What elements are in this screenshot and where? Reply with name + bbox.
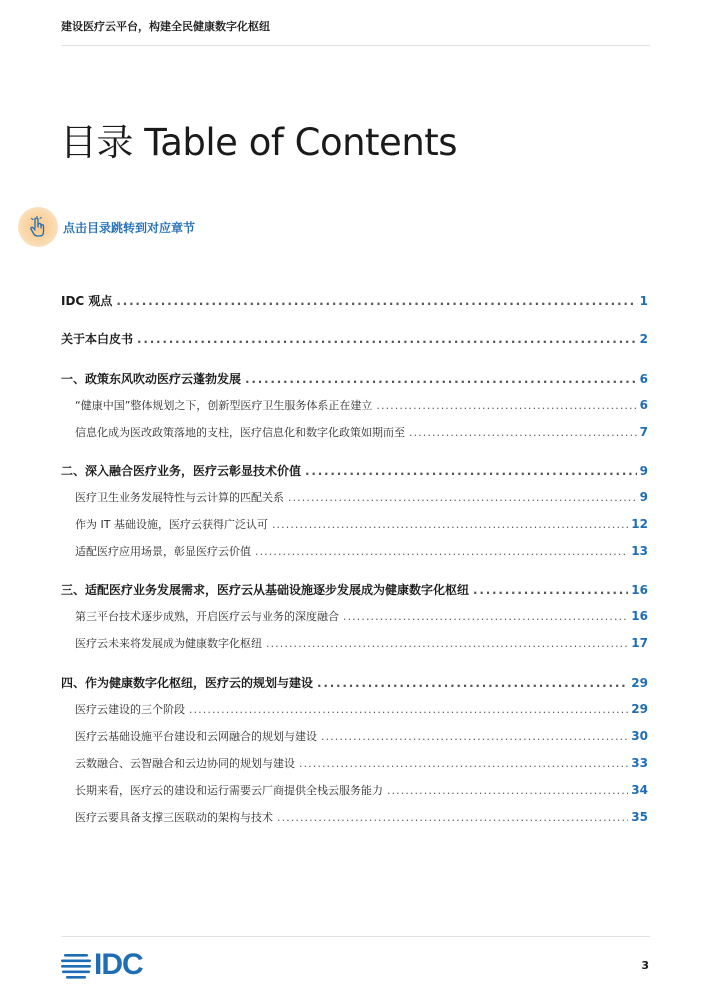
toc-entry-page: 2 <box>639 332 648 346</box>
toc-entry-page: 17 <box>631 636 648 650</box>
toc-entry-page: 29 <box>631 676 648 690</box>
toc-entry-page: 9 <box>639 490 648 504</box>
toc-entry-title: 信息化成为医改政策落地的支柱，医疗信息化和数字化政策如期而至 <box>75 426 405 439</box>
toc-entry-title: 云数融合、云智融合和云边协同的规划与建设 <box>75 757 295 770</box>
toc-entry-section[interactable] <box>61 516 648 532</box>
toc-entry-section[interactable] <box>61 489 648 505</box>
toc-entry-page: 13 <box>631 544 648 558</box>
toc-entry-page: 1 <box>639 294 648 308</box>
page-title: 目录 Table of Contents <box>60 121 458 164</box>
toc-entry-idc-viewpoint[interactable] <box>61 292 648 309</box>
toc-entry-section[interactable] <box>61 809 648 825</box>
hint-text: 点击目录跳转到对应章节 <box>63 220 196 235</box>
idc-globe-icon <box>61 950 91 980</box>
toc-entry-title: IDC 观点 <box>61 294 113 308</box>
toc-entry-section[interactable] <box>61 755 648 771</box>
toc-entry-title: 三、适配医疗业务发展需求，医疗云从基础设施逐步发展成为健康数字化枢纽 <box>61 583 470 597</box>
toc-entry-page: 30 <box>631 729 648 743</box>
toc-entry-title: 医疗云要具备支撑三医联动的架构与技术 <box>75 811 273 824</box>
toc-entry-title: 医疗云建设的三个阶段 <box>75 703 185 716</box>
toc-entry-page: 7 <box>639 425 648 439</box>
toc-entry-section[interactable] <box>61 701 648 717</box>
toc-entry-title: 长期来看，医疗云的建设和运行需要云厂商提供全栈云服务能力 <box>75 784 383 797</box>
toc-entry-title: 二、深入融合医疗业务，医疗云彰显技术价值 <box>61 464 302 478</box>
toc-entry-title: 医疗云未来将发展成为健康数字化枢纽 <box>75 637 262 650</box>
toc-entry-section[interactable] <box>61 424 648 440</box>
toc-entry-title: “健康中国”整体规划之下，创新型医疗卫生服务体系正在建立 <box>75 399 373 412</box>
toc-entry-title: 第三平台技术逐步成熟，开启医疗云与业务的深度融合 <box>75 610 339 623</box>
toc-entry-title: 作为 IT 基础设施，医疗云获得广泛认可 <box>75 518 268 531</box>
header-title: 建设医疗云平台，构建全民健康数字化枢纽 <box>61 20 270 33</box>
toc-entry-page: 6 <box>639 372 648 386</box>
logo-text: IDC <box>94 948 143 981</box>
toc-entry-title: 关于本白皮书 <box>61 332 134 346</box>
toc-entry-section[interactable] <box>61 728 648 744</box>
toc-entry-chapter-1[interactable] <box>61 370 648 387</box>
toc-entry-chapter-3[interactable] <box>61 581 648 598</box>
toc-entry-section[interactable] <box>61 635 648 651</box>
toc-entry-chapter-4[interactable] <box>61 674 648 691</box>
page-number: 3 <box>641 959 649 972</box>
toc-entry-title: 医疗卫生业务发展特性与云计算的匹配关系 <box>75 491 284 504</box>
toc-entry-section[interactable] <box>61 608 648 624</box>
toc-entry-section[interactable] <box>61 397 648 413</box>
toc-entry-page: 16 <box>631 609 648 623</box>
toc-entry-title: 医疗云基础设施平台建设和云网融合的规划与建设 <box>75 730 317 743</box>
toc-hint <box>18 207 195 247</box>
toc-entry-page: 33 <box>631 756 648 770</box>
toc-entry-title: 一、政策东风吹动医疗云蓬勃发展 <box>61 372 242 386</box>
toc-entry-page: 35 <box>631 810 648 824</box>
idc-logo <box>61 948 143 982</box>
toc-entry-page: 12 <box>631 517 648 531</box>
toc-entry-chapter-2[interactable] <box>61 462 648 479</box>
toc-entry-page: 34 <box>631 783 648 797</box>
toc-entry-page: 29 <box>631 702 648 716</box>
hand-pointer-icon <box>18 207 58 247</box>
header-divider <box>61 45 650 46</box>
toc-entry-about[interactable] <box>61 330 648 347</box>
toc-entry-page: 6 <box>639 398 648 412</box>
footer-divider <box>61 936 650 937</box>
toc-entry-page: 9 <box>639 464 648 478</box>
toc-entry-title: 适配医疗应用场景，彰显医疗云价值 <box>75 545 251 558</box>
toc-entry-section[interactable] <box>61 782 648 798</box>
toc-entry-page: 16 <box>631 583 648 597</box>
toc-entry-section[interactable] <box>61 543 648 559</box>
toc-entry-title: 四、作为健康数字化枢纽，医疗云的规划与建设 <box>61 676 314 690</box>
